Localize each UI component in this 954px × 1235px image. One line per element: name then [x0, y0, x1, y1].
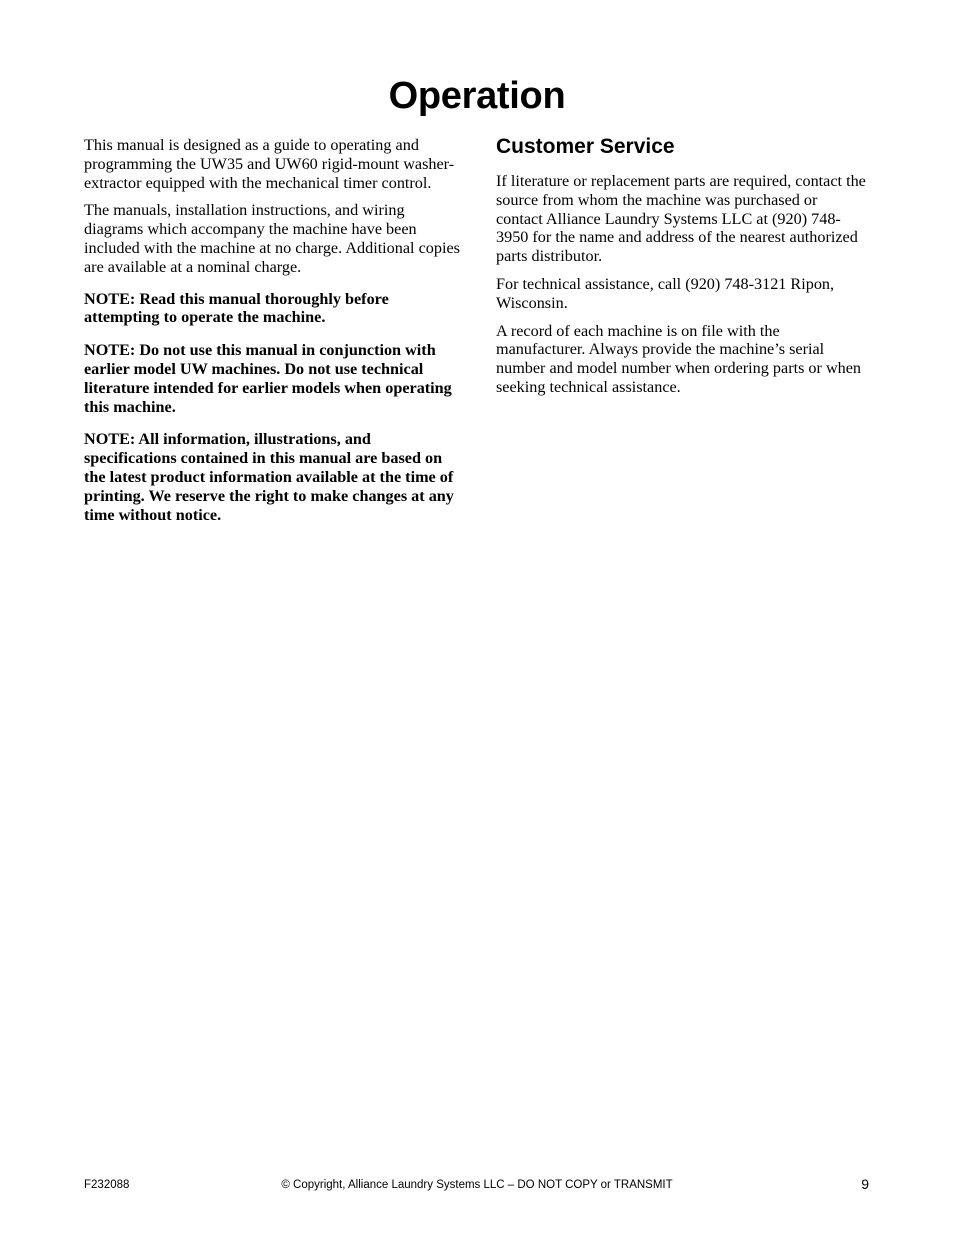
- technical-assistance-paragraph: [496, 275, 868, 313]
- note-earlier-models: NOTE: Do not use this manual in conjunction with earlier model UW machines. Do not use technical literature intended for earlier models when operating this machine.: [84, 341, 452, 416]
- footer-doc-number: F232088: [84, 1179, 130, 1191]
- page-title: Operation: [388, 75, 566, 117]
- customer-service-heading: Customer Service: [496, 135, 675, 158]
- literature-parts-paragraph: If literature or replacement parts are required, contact the source from whom the machine was purchased or contact Alliance Laundry Systems LLC at (920) 748-3950 for the name and address of the nearest authorized parts distributor.: [496, 172, 866, 266]
- machine-record-paragraph: A record of each machine is on file with the manufacturer. Always provide the machine’s serial number and model number when ordering parts or when seeking technical assistance.: [496, 321, 862, 396]
- manuals-paragraph: The manuals, installation instructions, and wiring diagrams which accompany the machine have been included with the machine at no charge. Additional copies are available at a nominal charge.: [84, 201, 460, 276]
- footer-copyright: © Copyright, Alliance Laundry Systems LLC – DO NOT COPY or TRANSMIT: [281, 1179, 673, 1191]
- left-column: [84, 136, 460, 538]
- intro-paragraph: This manual is designed as a guide to operating and programming the UW35 and UW60 rigid-mount washer-extractor equipped with the mechanical timer control.: [84, 136, 455, 192]
- customer-service-section: [496, 134, 868, 406]
- note-read-manual: NOTE: Read this manual thoroughly before attempting to operate the machine.: [84, 289, 389, 327]
- footer-page-number: 9: [861, 1176, 869, 1192]
- note-specifications: NOTE: All information, illustrations, and specifications contained in this manual are based on the latest product information available at the time of printing. We reserve the right to make changes at any time without notice.: [84, 430, 454, 524]
- technical-assistance-text: For technical assistance, call (920) 748-3121 Ripon, Wisconsin.: [496, 274, 835, 312]
